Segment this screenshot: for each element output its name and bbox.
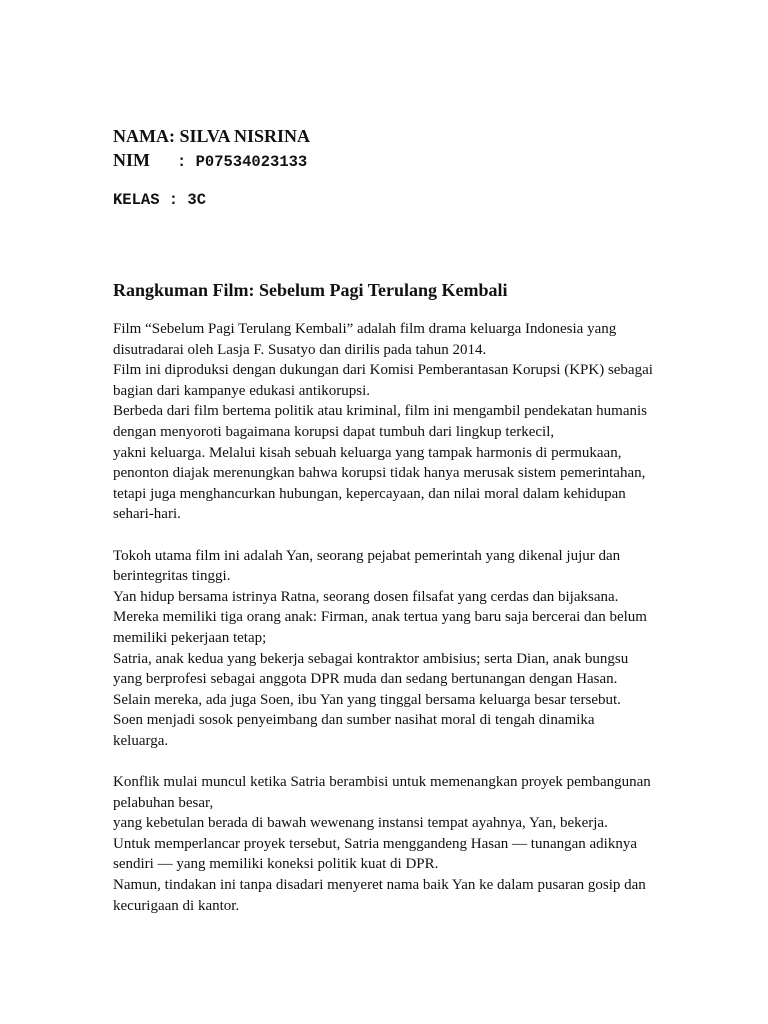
text-line: tetapi juga menghancurkan hubungan, kepercayaan, dan nilai moral dalam kehidupan	[113, 485, 626, 502]
text-line: pelabuhan besar,	[113, 794, 214, 811]
student-name: NAMA: SILVA NISRINA	[113, 126, 311, 146]
text-line: penonton diajak merenungkan bahwa korupsi tidak hanya merusak sistem pemerintahan,	[113, 465, 646, 482]
text-line: Mereka memiliki tiga orang anak: Firman, anak tertua yang baru saja bercerai dan belum	[113, 609, 647, 626]
text-line: kecurigaan di kantor.	[113, 897, 240, 914]
text-line: yang kebetulan berada di bawah wewenang instansi tempat ayahnya, Yan, bekerja.	[113, 815, 608, 832]
text-line: berintegritas tinggi.	[113, 568, 231, 585]
text-line: disutradarai oleh Lasja F. Susatyo dan dirilis pada tahun 2014.	[113, 341, 487, 358]
text-line: yang berprofesi sebagai anggota DPR muda dan sedang bertunangan dengan Hasan.	[113, 671, 618, 688]
text-line: sehari-hari.	[113, 506, 181, 523]
paragraph	[113, 546, 661, 752]
text-line: Film “Sebelum Pagi Terulang Kembali” adalah film drama keluarga Indonesia yang	[113, 321, 617, 337]
nim-value: : P07534023133	[177, 153, 308, 171]
paragraph	[113, 319, 661, 525]
paragraph	[113, 772, 661, 916]
text-line: Selain mereka, ada juga Soen, ibu Yan yang tinggal bersama keluarga besar tersebut.	[113, 691, 621, 708]
text-line: bagian dari kampanye edukasi antikorupsi.	[113, 382, 371, 399]
text-line: Namun, tindakan ini tanpa disadari menyeret nama baik Yan ke dalam pusaran gosip dan	[113, 877, 646, 894]
student-class: KELAS : 3C	[113, 191, 207, 209]
student-nim	[113, 148, 673, 174]
text-line: Satria, anak kedua yang bekerja sebagai kontraktor ambisius; serta Dian, anak bungsu	[113, 650, 629, 667]
document-body	[113, 319, 661, 937]
text-line: sendiri — yang memiliki koneksi politik kuat di DPR.	[113, 856, 439, 873]
student-info	[113, 124, 673, 212]
text-line: keluarga.	[113, 732, 169, 749]
document-title: Rangkuman Film: Sebelum Pagi Terulang Kembali	[113, 280, 508, 300]
text-line: yakni keluarga. Melalui kisah sebuah keluarga yang tampak harmonis di permukaan,	[113, 444, 622, 461]
text-line: Film ini diproduksi dengan dukungan dari Komisi Pemberantasan Korupsi (KPK) sebagai	[113, 362, 653, 379]
text-line: Untuk memperlancar proyek tersebut, Satria menggandeng Hasan — tunangan adiknya	[113, 835, 637, 852]
text-line: Soen menjadi sosok penyeimbang dan sumber nasihat moral di tengah dinamika	[113, 712, 595, 729]
text-line: Tokoh utama film ini adalah Yan, seorang pejabat pemerintah yang dikenal jujur dan	[113, 547, 621, 564]
text-line: dengan menyoroti bagaimana korupsi dapat tumbuh dari lingkup terkecil,	[113, 423, 555, 440]
text-line: Yan hidup bersama istrinya Ratna, seorang dosen filsafat yang cerdas dan bijaksana.	[113, 588, 619, 605]
text-line: Konflik mulai muncul ketika Satria berambisi untuk memenangkan proyek pembangunan	[113, 774, 651, 791]
nim-label: NIM	[113, 150, 150, 170]
text-line: memiliki pekerjaan tetap;	[113, 629, 267, 646]
text-line: Berbeda dari film bertema politik atau kriminal, film ini mengambil pendekatan humanis	[113, 403, 648, 420]
